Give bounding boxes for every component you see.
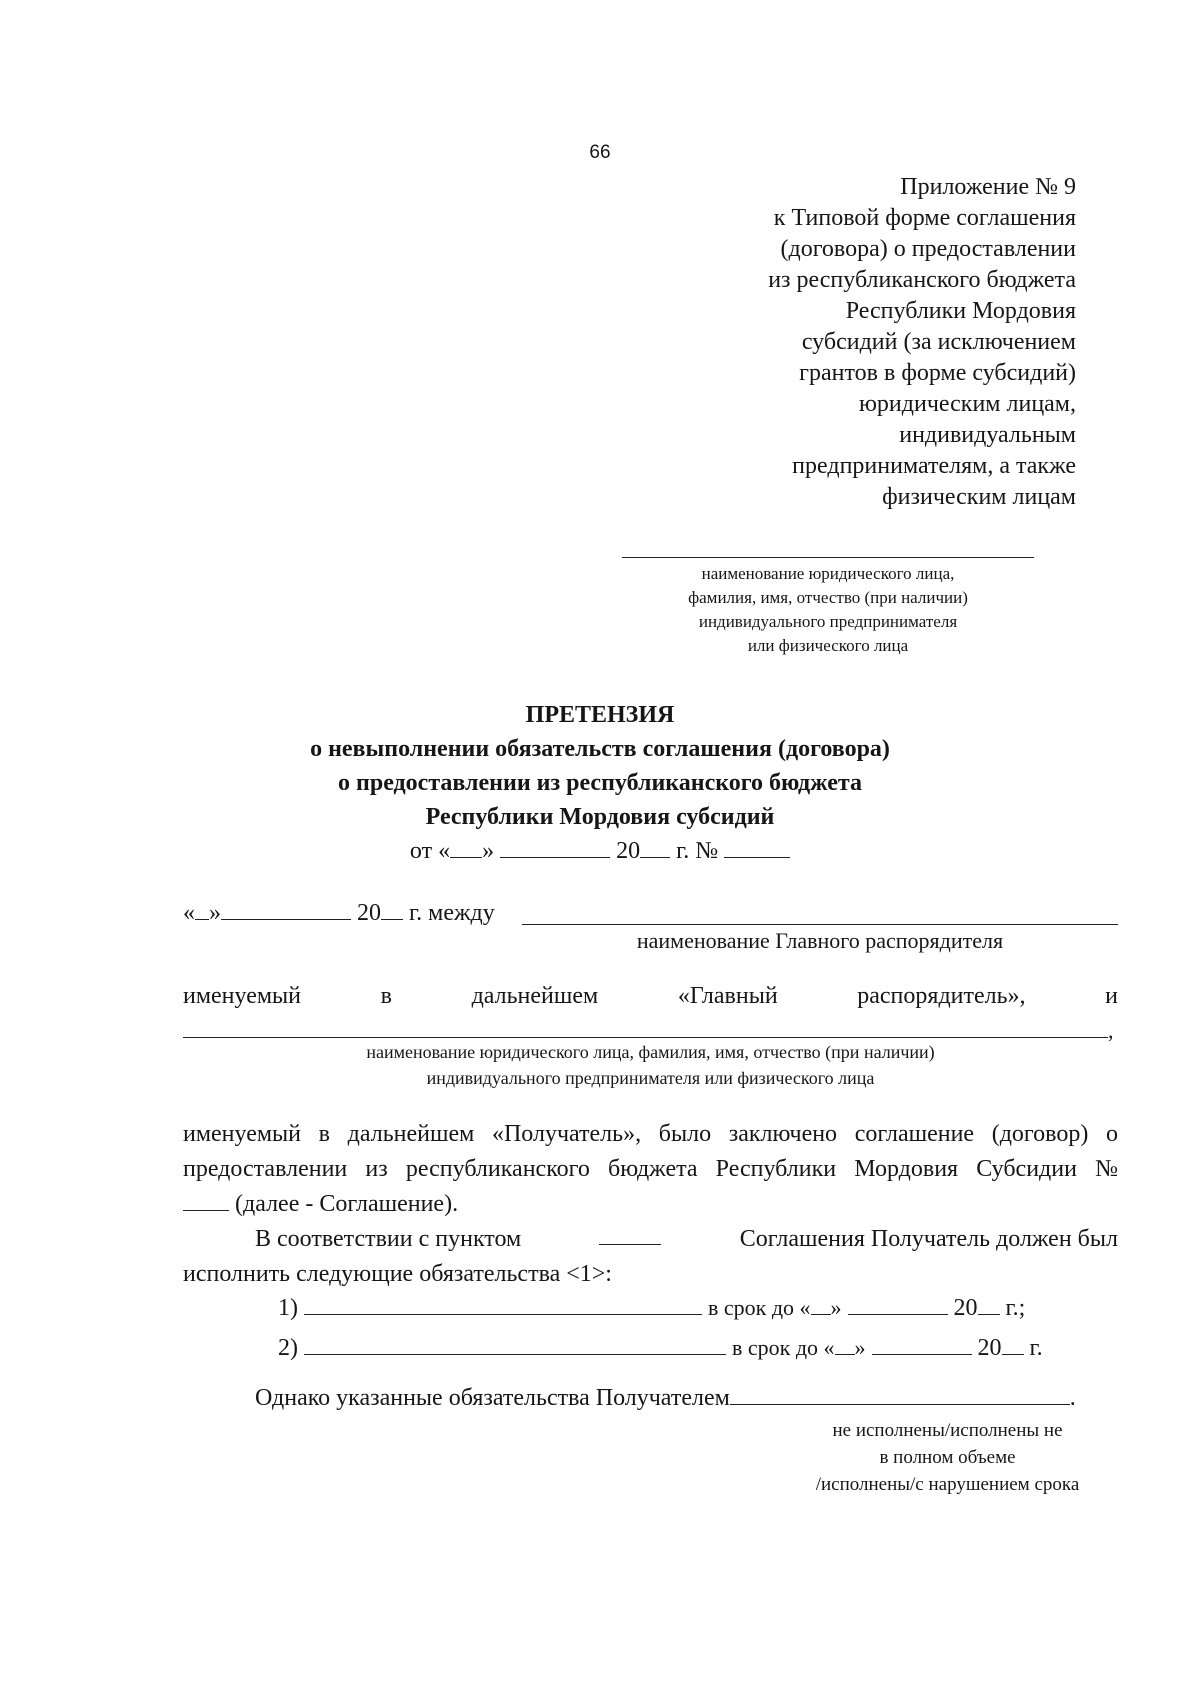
title-subline-2: о предоставлении из республиканского бюджета — [338, 770, 862, 796]
month-blank[interactable] — [872, 1332, 972, 1355]
appendix-line: грантов в форме субсидий) — [799, 360, 1076, 386]
month-blank[interactable] — [221, 897, 351, 920]
obligation-text-blank[interactable] — [304, 1292, 702, 1315]
appendix-line: Республики Мордовия — [845, 298, 1076, 324]
appendix-line: (договора) о предоставлении — [780, 236, 1076, 262]
day-blank[interactable] — [835, 1332, 855, 1355]
appendix-line: из республиканского бюджета — [768, 267, 1076, 293]
chief-name-line — [522, 924, 1118, 925]
page-number: 66 — [589, 142, 611, 163]
chief-caption: наименование Главного распорядителя — [636, 928, 1004, 953]
appendix-header — [768, 172, 1076, 513]
clause-number-blank[interactable] — [599, 1222, 661, 1245]
month-blank[interactable] — [848, 1292, 948, 1315]
appendix-line: Приложение № 9 — [900, 174, 1076, 200]
conclusion-line: Однако указанные обязательства Получателем . — [255, 1382, 1076, 1414]
fulfillment-status-blank[interactable] — [730, 1382, 1070, 1405]
party-name-line — [183, 1037, 1108, 1038]
agreement-date-line: « » 20 г. между — [183, 897, 495, 929]
subsidy-number-blank[interactable] — [183, 1188, 229, 1211]
day-blank[interactable] — [195, 897, 209, 920]
appendix-line: к Типовой форме соглашения — [773, 205, 1076, 231]
obligation-text-blank[interactable] — [304, 1332, 726, 1355]
obligation-item: 2) в срок до « » 20 г. — [278, 1332, 1043, 1364]
year-blank[interactable] — [978, 1292, 1000, 1315]
day-blank[interactable] — [450, 835, 482, 858]
named-chief-row: именуемый в дальнейшем «Главный распорядитель», и — [183, 983, 1118, 1009]
appendix-line: индивидуальным — [899, 422, 1076, 448]
day-blank[interactable] — [811, 1292, 831, 1315]
recipient-caption: наименование юридического лица, фамилия, имя, отчество (при наличии) индивидуального предпринимателя или физического лица — [688, 564, 968, 655]
title-subline-1: о невыполнении обязательств соглашения (договора) — [310, 736, 890, 762]
appendix-line: юридическим лицам, — [859, 391, 1076, 417]
body-paragraph-2: В соответствии с пунктом Соглашения Получатель должен был исполнить следующие обязательства <1>: — [183, 1222, 1118, 1292]
document-title: ПРЕТЕНЗИЯ — [525, 702, 675, 728]
month-blank[interactable] — [500, 835, 610, 858]
year-blank[interactable] — [381, 897, 403, 920]
party-line-comma: , — [1108, 1018, 1114, 1043]
title-date-line: от « » 20 г. № — [0, 835, 1200, 867]
year-blank[interactable] — [1002, 1332, 1024, 1355]
obligation-item: 1) в срок до « » 20 г.; — [278, 1292, 1025, 1324]
recipient-name-line — [622, 557, 1034, 558]
appendix-line: субсидий (за исключением — [801, 329, 1076, 355]
body-paragraph-1: именуемый в дальнейшем «Получатель», было заключено соглашение (договор) о предоставлении из республиканского бюджета Республики Мордовия Субсидии № (далее - Соглашение). — [183, 1121, 1118, 1217]
appendix-line: предпринимателям, а также — [792, 453, 1076, 479]
party-caption: наименование юридического лица, фамилия, имя, отчество (при наличии) индивидуального предпринимателя или физического лица — [366, 1042, 935, 1088]
appendix-line: физическим лицам — [882, 484, 1076, 510]
year-blank[interactable] — [640, 835, 670, 858]
conclusion-caption: не исполнены/исполнены не в полном объеме /исполнены/с нарушением срока — [815, 1420, 1080, 1495]
claim-number-blank[interactable] — [724, 835, 790, 858]
title-subline-3: Республики Мордовия субсидий — [425, 804, 775, 830]
